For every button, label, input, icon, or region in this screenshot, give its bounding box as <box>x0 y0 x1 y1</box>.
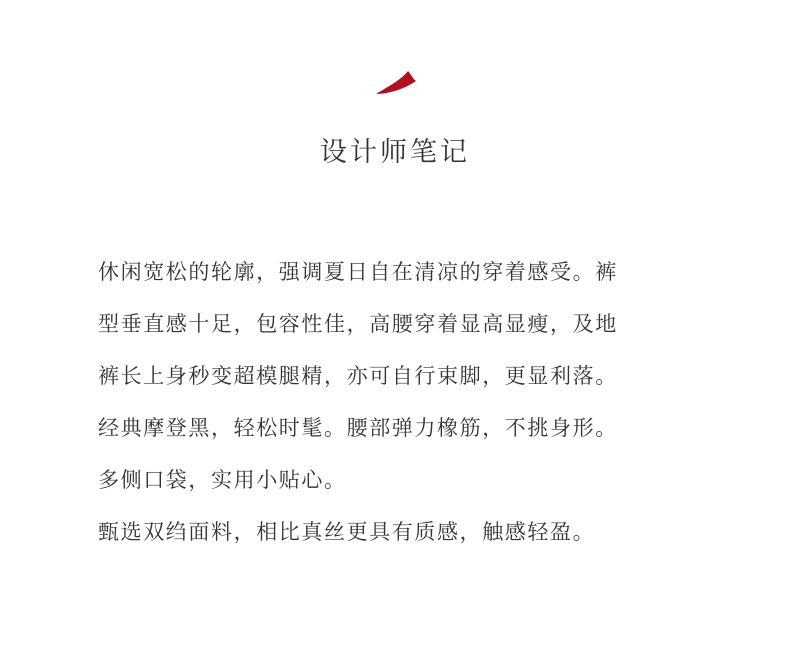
designer-notes-text <box>98 260 718 572</box>
red-leaf-icon <box>374 70 418 96</box>
notes-line: 裤长上身秒变超模腿精，亦可自行束脚，更显利落。 <box>98 364 618 388</box>
notes-line: 多侧口袋，实用小贴心。 <box>98 468 347 492</box>
notes-line: 型垂直感十足，包容性佳，高腰穿着显高显瘦，及地 <box>98 312 618 336</box>
section-title: 设计师笔记 <box>320 137 470 168</box>
notes-line: 经典摩登黑，轻松时髦。腰部弹力橡筋，不挑身形。 <box>98 416 618 440</box>
notes-line: 甄选双绉面料，相比真丝更具有质感，触感轻盈。 <box>98 520 596 544</box>
notes-line: 休闲宽松的轮廓，强调夏日自在清凉的穿着感受。裤 <box>98 260 618 284</box>
